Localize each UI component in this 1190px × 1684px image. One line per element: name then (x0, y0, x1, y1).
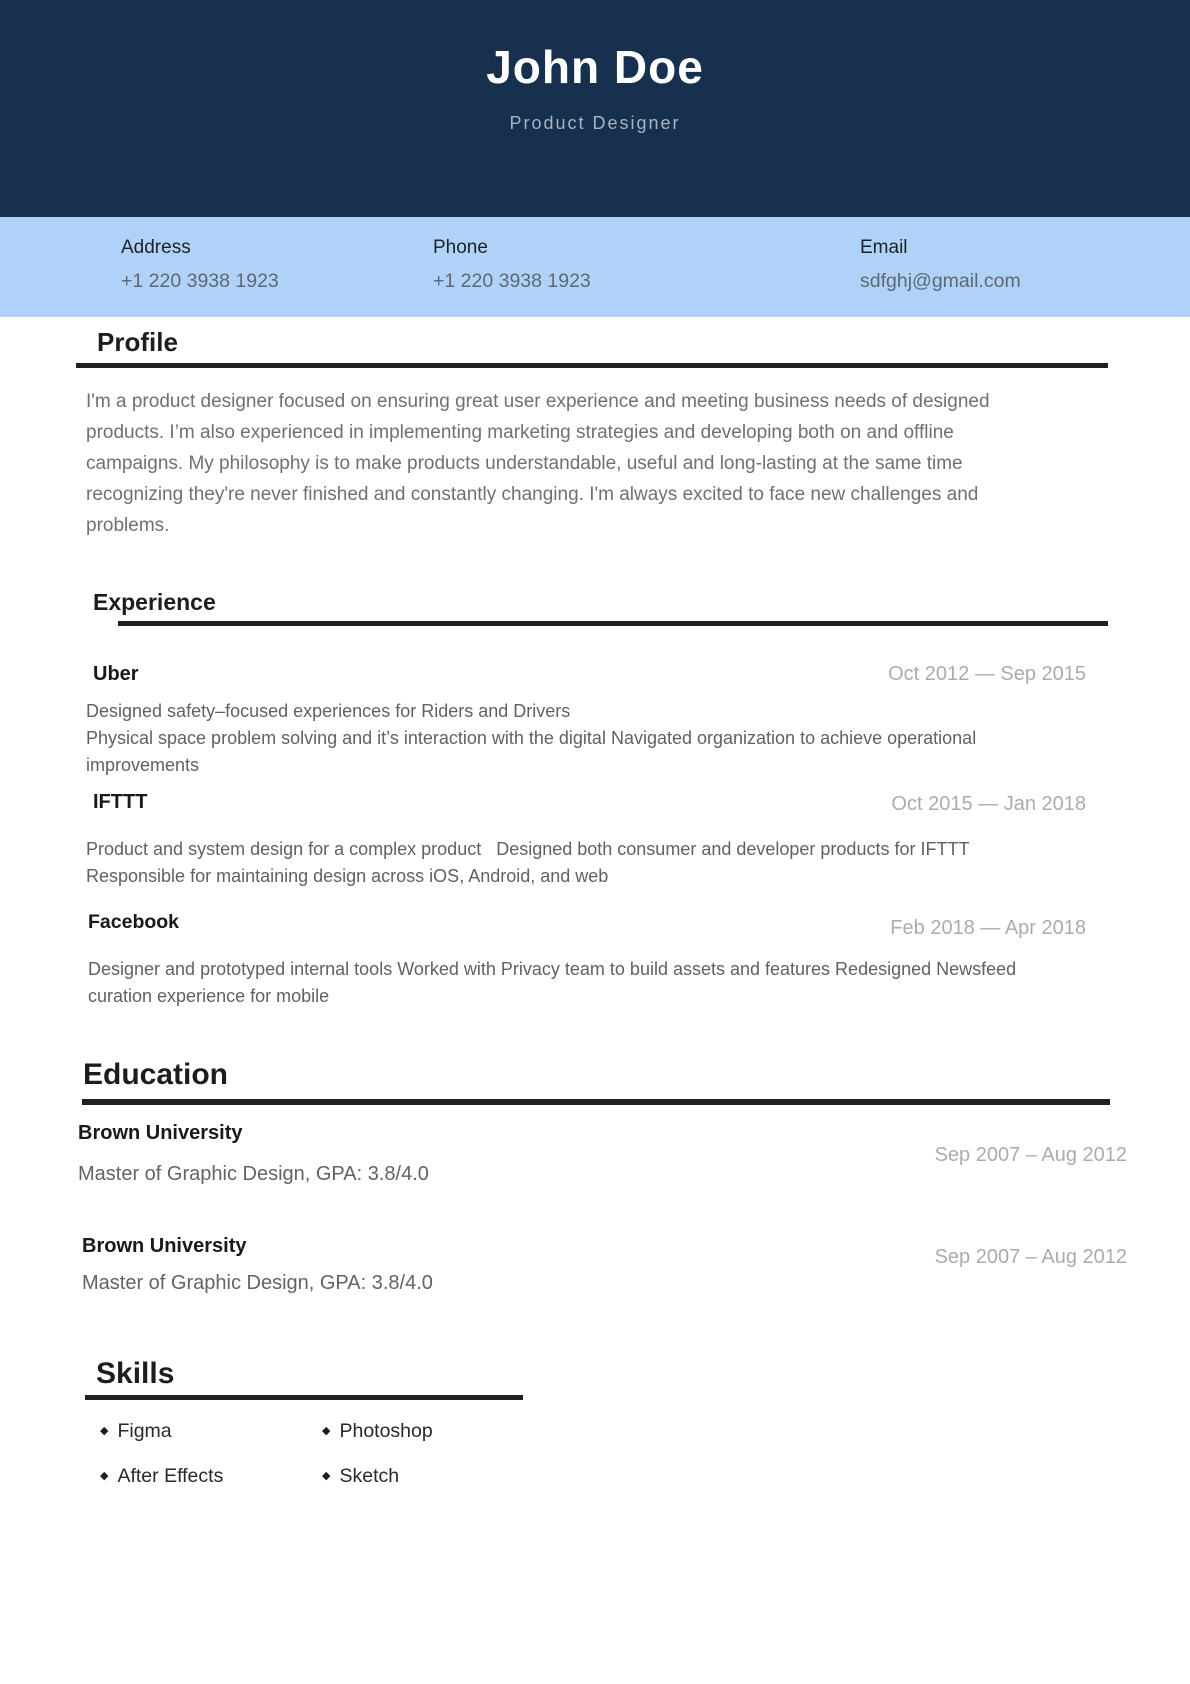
skill-label: Photoshop (339, 1420, 433, 1442)
education-entry-degree: Master of Graphic Design, GPA: 3.8/4.0 (78, 1163, 429, 1185)
contact-address-label: Address (121, 237, 191, 258)
skill-label: After Effects (117, 1465, 224, 1487)
contact-bar (0, 217, 1190, 317)
education-entry-school: Brown University (78, 1122, 243, 1144)
experience-entry-company: Facebook (88, 911, 180, 933)
education-heading: Education (83, 1058, 229, 1091)
experience-description-line: Product and system design for a complex product Designed both consumer and developer products for IFTTT (86, 839, 970, 859)
diamond-bullet-icon: ◆ (100, 1470, 109, 1482)
experience-entry-dates: Oct 2012 — Sep 2015 (888, 663, 1086, 685)
experience-entry-description (86, 836, 1011, 890)
contact-email-value: sdfghj@gmail.com (860, 270, 1021, 292)
experience-description-line: Designed safety–focused experiences for Riders and Drivers (86, 701, 571, 721)
skill-item (100, 1465, 223, 1488)
job-title: Product Designer (509, 113, 681, 133)
education-entry-degree: Master of Graphic Design, GPA: 3.8/4.0 (82, 1272, 433, 1294)
experience-divider (118, 621, 1108, 626)
profile-heading: Profile (97, 327, 178, 357)
skill-label: Figma (117, 1420, 172, 1442)
skills-heading: Skills (96, 1357, 175, 1390)
contact-phone-value: +1 220 3938 1923 (433, 270, 591, 292)
contact-email-label: Email (860, 237, 908, 258)
header (0, 0, 1190, 217)
profile-summary: I'm a product designer focused on ensuring great user experience and meeting business needs of designed products. I’m also experienced in implementing marketing strategies and developing both on and offline campaigns. My philosophy is to make products understandable, useful and long-lasting at the same time recognizing they're never finished and constantly changing. I'm always excited to face new challenges and problems. (86, 391, 990, 536)
experience-entry-description (88, 956, 1022, 1010)
skill-label: Sketch (339, 1465, 400, 1487)
experience-description-line: Responsible for maintaining design across iOS, Android, and web (86, 866, 609, 886)
skill-item (100, 1420, 172, 1443)
diamond-bullet-icon: ◆ (322, 1425, 331, 1437)
skill-item (322, 1465, 399, 1488)
diamond-bullet-icon: ◆ (100, 1425, 109, 1437)
experience-entry-description (86, 698, 1011, 779)
contact-address-value: +1 220 3938 1923 (121, 270, 279, 292)
diamond-bullet-icon: ◆ (322, 1470, 331, 1482)
experience-description-line: Physical space problem solving and it’s interaction with the digital Navigated organization to achieve operational improvements (86, 728, 982, 775)
education-divider (82, 1099, 1110, 1105)
education-entry-school: Brown University (82, 1235, 247, 1257)
experience-entry-company: IFTTT (93, 791, 148, 813)
profile-divider (76, 363, 1108, 368)
education-entry-dates: Sep 2007 – Aug 2012 (934, 1246, 1127, 1268)
person-name: John Doe (486, 41, 704, 93)
experience-entry-dates: Feb 2018 — Apr 2018 (890, 917, 1086, 939)
contact-phone-label: Phone (433, 237, 488, 258)
skills-divider (85, 1395, 523, 1400)
experience-entry-dates: Oct 2015 — Jan 2018 (891, 793, 1086, 815)
education-entry-dates: Sep 2007 – Aug 2012 (934, 1144, 1127, 1166)
experience-entry-company: Uber (93, 663, 139, 685)
skill-item (322, 1420, 433, 1443)
experience-description-line: Designer and prototyped internal tools Worked with Privacy team to build assets and features Redesigned Newsfeed curation experience for mobile (88, 959, 1022, 1006)
experience-heading: Experience (93, 589, 216, 615)
